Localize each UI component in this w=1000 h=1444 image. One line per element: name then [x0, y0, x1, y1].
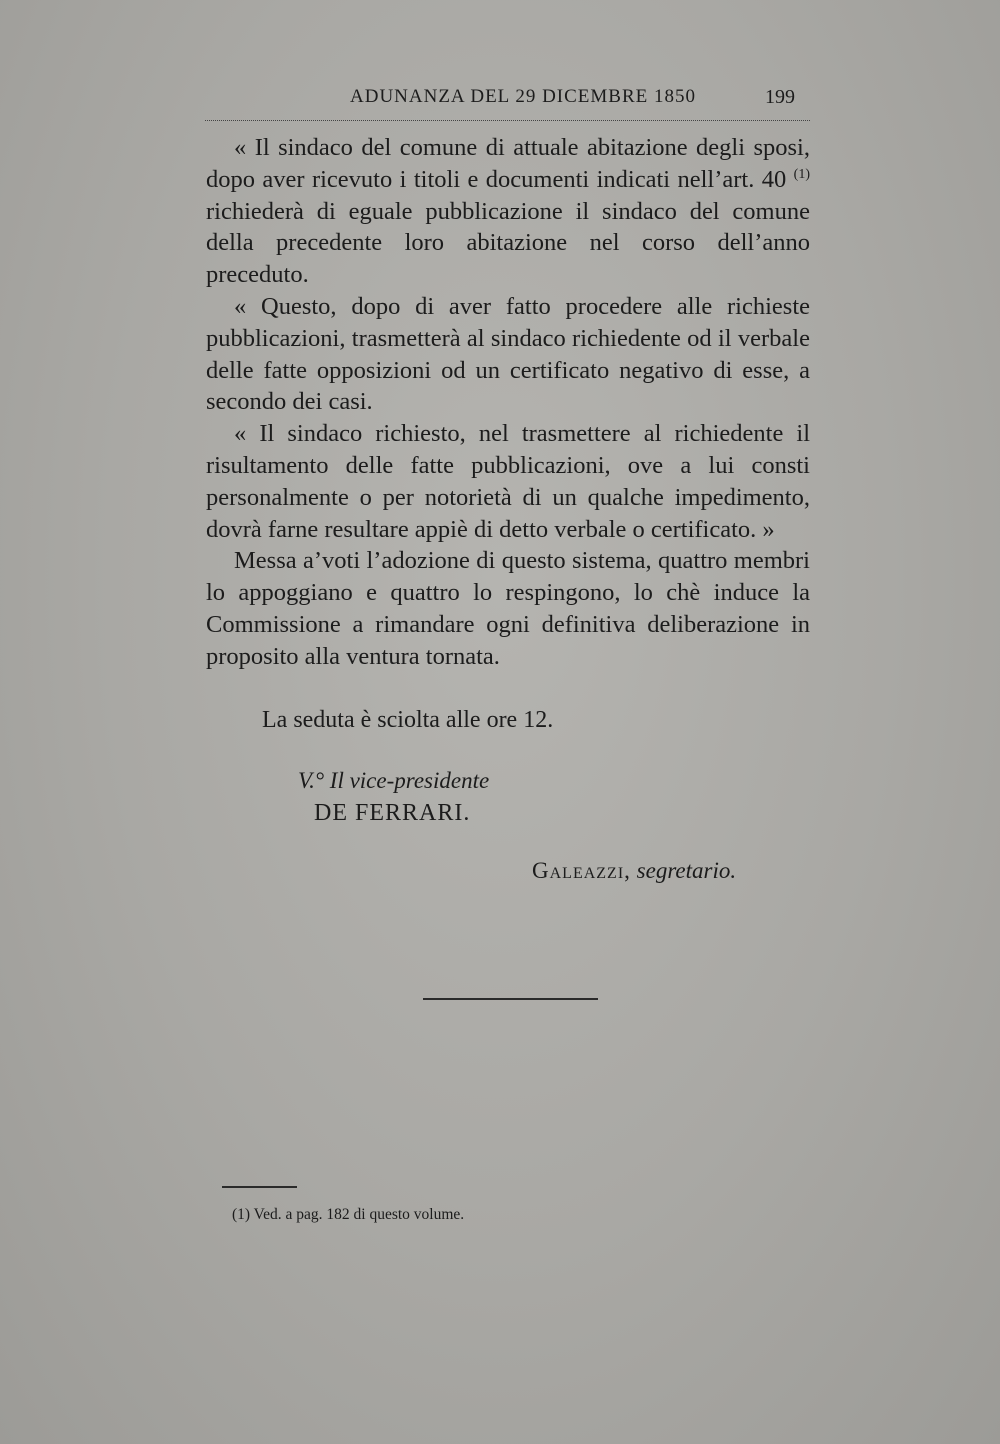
footnote: (1) Ved. a pag. 182 di questo volume.	[232, 1206, 465, 1223]
footnote-reference: (1)	[793, 166, 810, 182]
page-number: 199	[765, 86, 795, 108]
section-divider	[423, 998, 598, 1000]
footnote-rule	[222, 1186, 297, 1188]
adjournment-line: La seduta è sciolta alle ore 12.	[262, 707, 554, 733]
paragraph-4: Messa a’voti l’adozione di questo sistema, quattro membri lo appoggiano e quattro lo respingono, lo chè induce la Commissione a rimandare ogni definitiva deliberazione in proposito alla ventura tornata.	[206, 547, 810, 670]
secretary-role: segretario.	[636, 858, 737, 883]
paragraph-1-text-a: « Il sindaco del comune di attuale abitazione degli sposi, dopo aver ricevuto i titoli e documenti indicati nell’art. 40	[206, 134, 810, 193]
vice-president-name: DE FERRARI.	[314, 800, 471, 826]
secretary-signature	[532, 858, 736, 884]
paragraph-3: « Il sindaco richiesto, nel trasmettere al richiedente il risultamento delle fatte pubblicazioni, ove a lui consti personalmente o per notorietà di un qualche impedimento, dovrà farne resultare appiè di detto verbale o certificato. »	[206, 420, 810, 543]
body-text	[206, 132, 810, 673]
running-title: ADUNANZA DEL 29 DICEMBRE 1850	[350, 86, 697, 107]
secretary-name: Galeazzi,	[532, 858, 631, 883]
header-rule	[205, 120, 810, 121]
paragraph-1	[206, 132, 810, 291]
paragraph-2: « Questo, dopo di aver fatto procedere alle richieste pubblicazioni, trasmetterà al sindaco richiedente od il verbale delle fatte opposizioni od un certificato negativo di esse, a secondo dei casi.	[206, 292, 810, 416]
paragraph-1-text-b: richiederà di eguale pubblicazione il sindaco del comune della precedente loro abitazione nel corso dell’anno preceduto.	[206, 197, 810, 289]
vice-president-title: V.° Il vice-presidente	[298, 768, 490, 793]
page-header	[205, 86, 805, 116]
